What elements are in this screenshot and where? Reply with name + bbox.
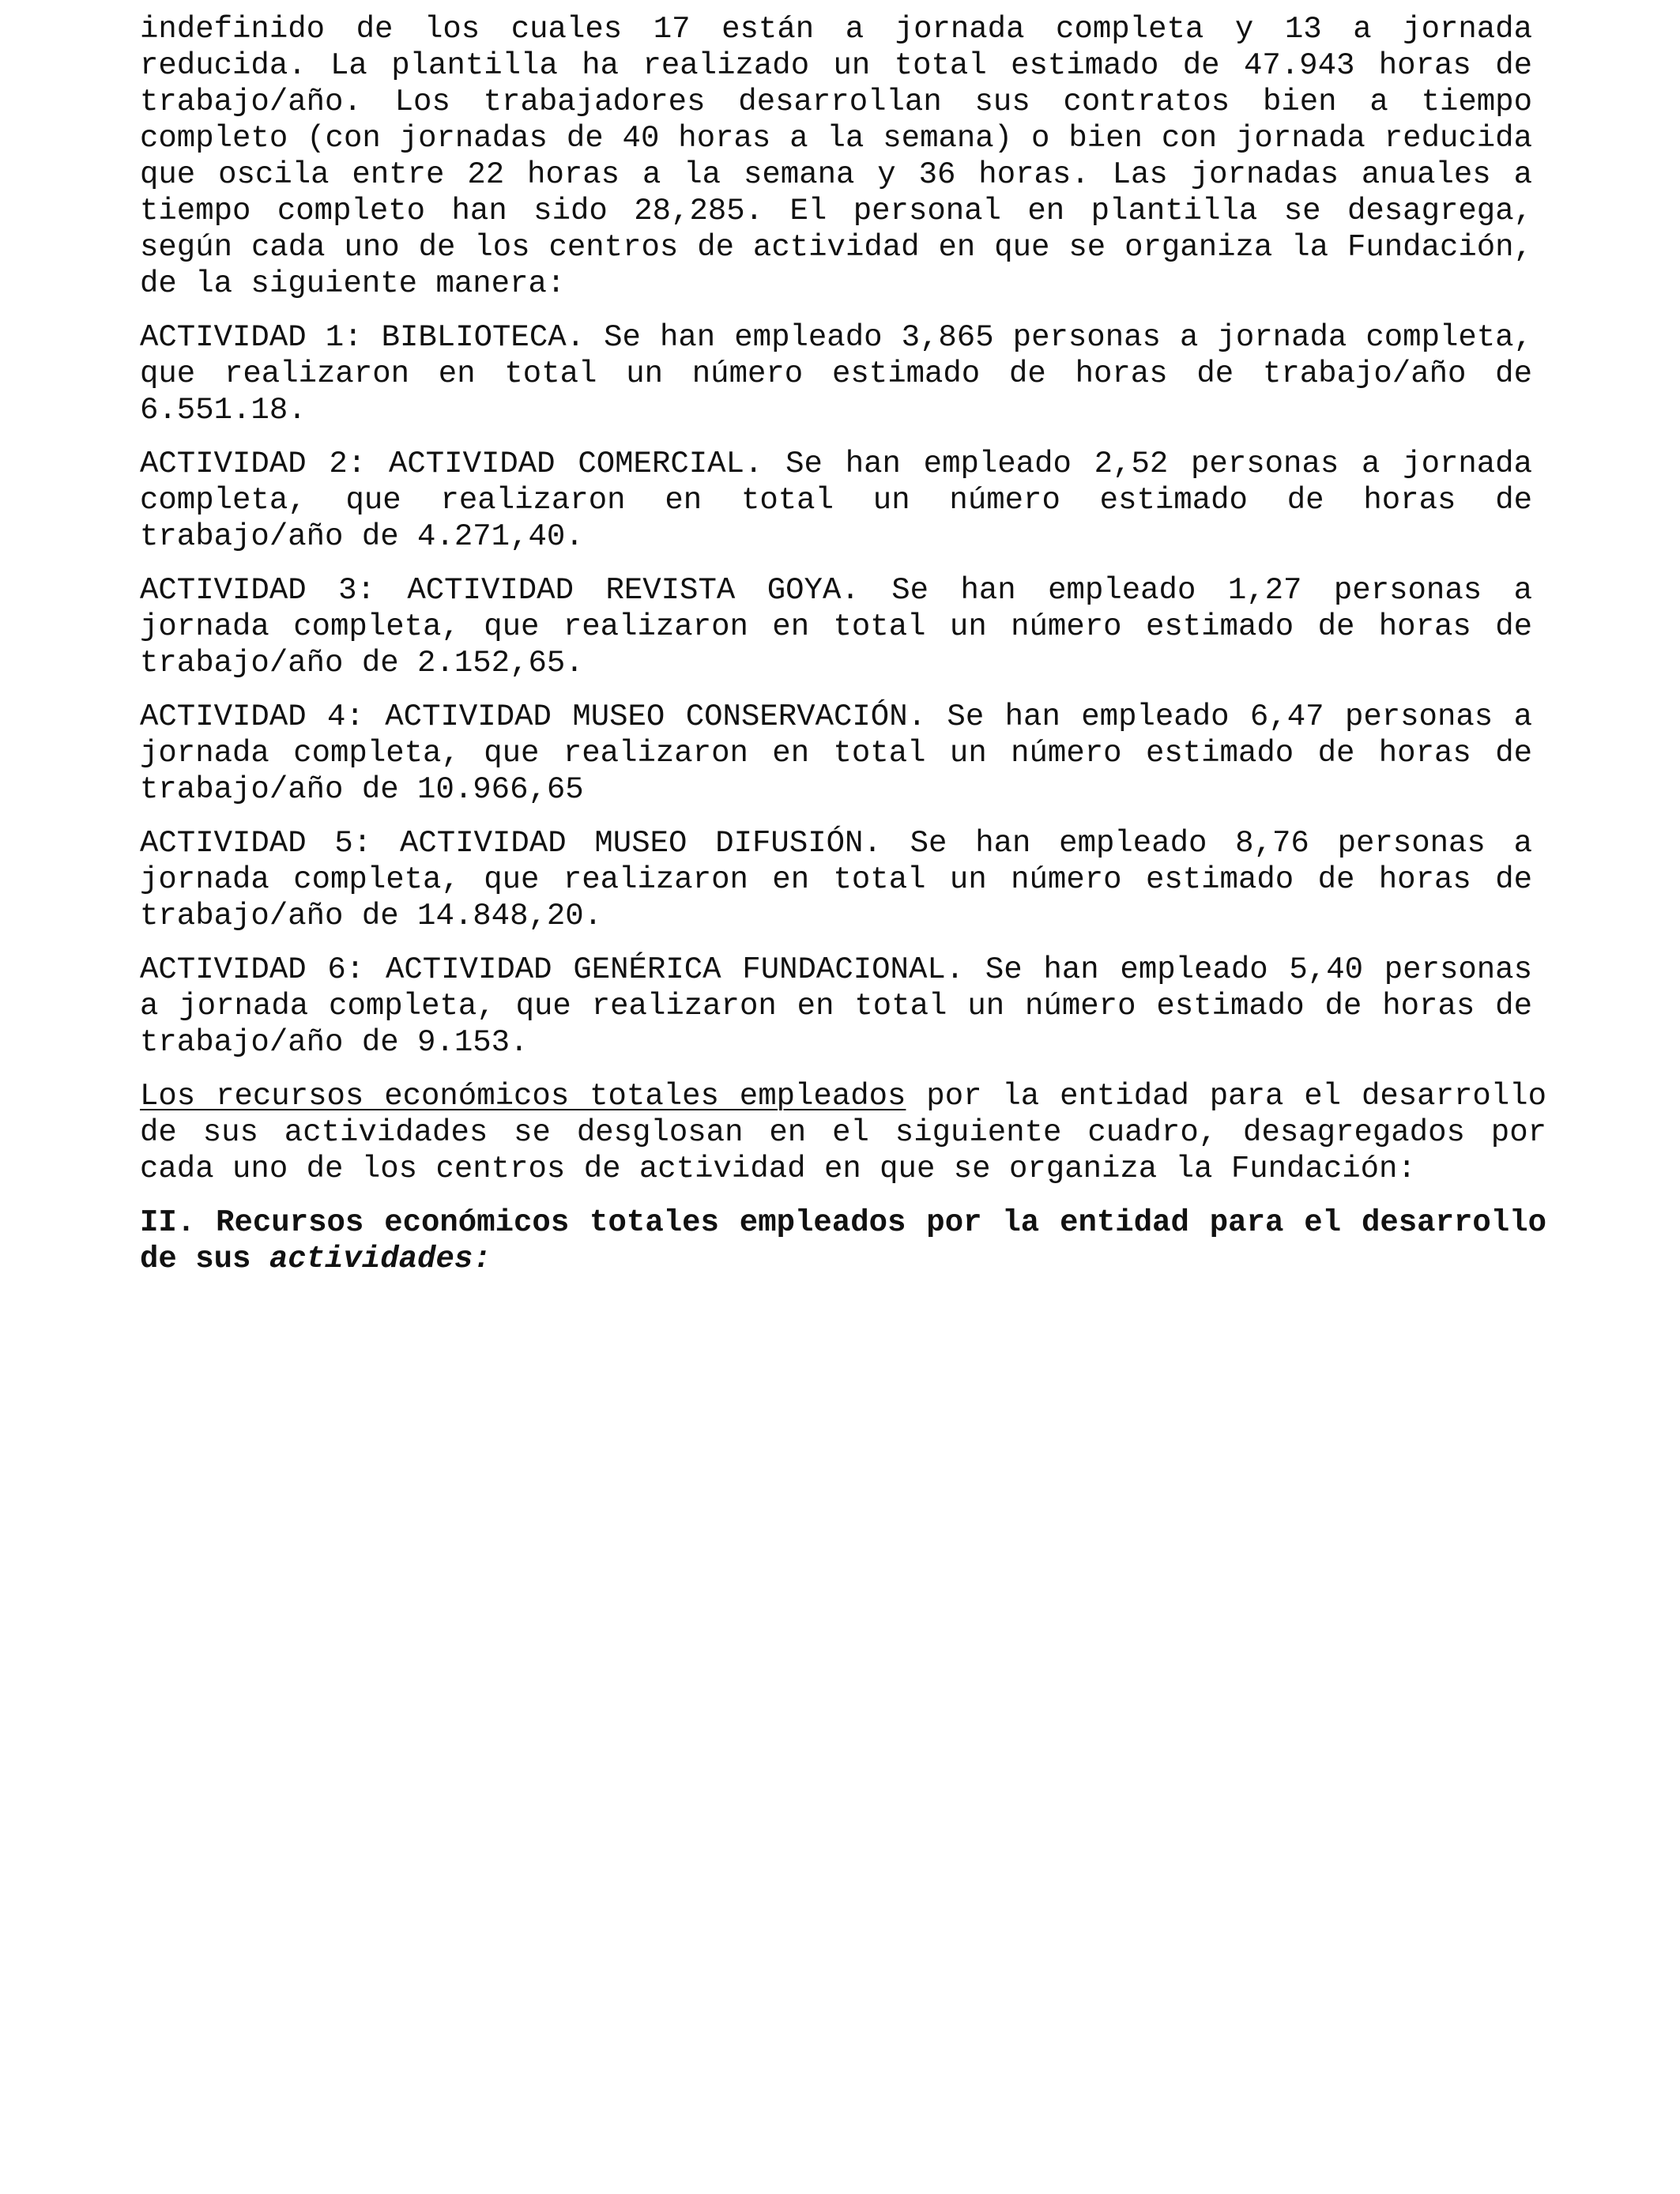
resources-rest-text: por la entidad para el desarrollo de sus actividades se desglosan en el siguiente cuadro, desagregados por cada uno de los centros de actividad en que se organiza la Fundación: [140,1079,1546,1186]
activity-3-paragraph: ACTIVIDAD 3: ACTIVIDAD REVISTA GOYA. Se han empleado 1,27 personas a jornada completa, que realizaron en total un número estimado de horas de trabajo/año de 2.152,65. [140,573,1532,680]
activity-1-paragraph: ACTIVIDAD 1: BIBLIOTECA. Se han empleado 3,865 personas a jornada completa, que realizaron en total un número estimado de horas de trabajo/año de 6.551.18. [140,320,1532,428]
document-page [140,11,1546,1295]
activity-4-paragraph: ACTIVIDAD 4: ACTIVIDAD MUSEO CONSERVACIÓN. Se han empleado 6,47 personas a jornada completa, que realizaron en total un número estimado de horas de trabajo/año de 10.966,65 [140,699,1532,807]
section-heading-bold: II. Recursos económicos totales empleados por la entidad para el desarrollo de sus [140,1205,1546,1276]
section-heading-italic: actividades: [269,1242,492,1276]
section-heading [140,1204,1546,1277]
resources-underlined-text: Los recursos económicos totales empleados [140,1079,906,1114]
activity-5-paragraph: ACTIVIDAD 5: ACTIVIDAD MUSEO DIFUSIÓN. Se han empleado 8,76 personas a jornada completa, que realizaron en total un número estimado de horas de trabajo/año de 14.848,20. [140,826,1532,933]
intro-paragraph: indefinido de los cuales 17 están a jornada completa y 13 a jornada reducida. La plantilla ha realizado un total estimado de 47.943 horas de trabajo/año. Los trabajadores desarrollan sus contratos bien a tiempo completo (con jornadas de 40 horas a la semana) o bien con jornada reducida que oscila entre 22 horas a la semana y 36 horas. Las jornadas anuales a tiempo completo han sido 28,285. El personal en plantilla se desagrega, según cada uno de los centros de actividad en que se organiza la Fundación, de la siguiente manera: [140,12,1532,301]
activity-2-paragraph: ACTIVIDAD 2: ACTIVIDAD COMERCIAL. Se han empleado 2,52 personas a jornada completa, que realizaron en total un número estimado de horas de trabajo/año de 4.271,40. [140,447,1532,554]
activity-6-paragraph: ACTIVIDAD 6: ACTIVIDAD GENÉRICA FUNDACIONAL. Se han empleado 5,40 personas a jornada completa, que realizaron en total un número estimado de horas de trabajo/año de 9.153. [140,952,1532,1060]
resources-paragraph [140,1078,1546,1187]
